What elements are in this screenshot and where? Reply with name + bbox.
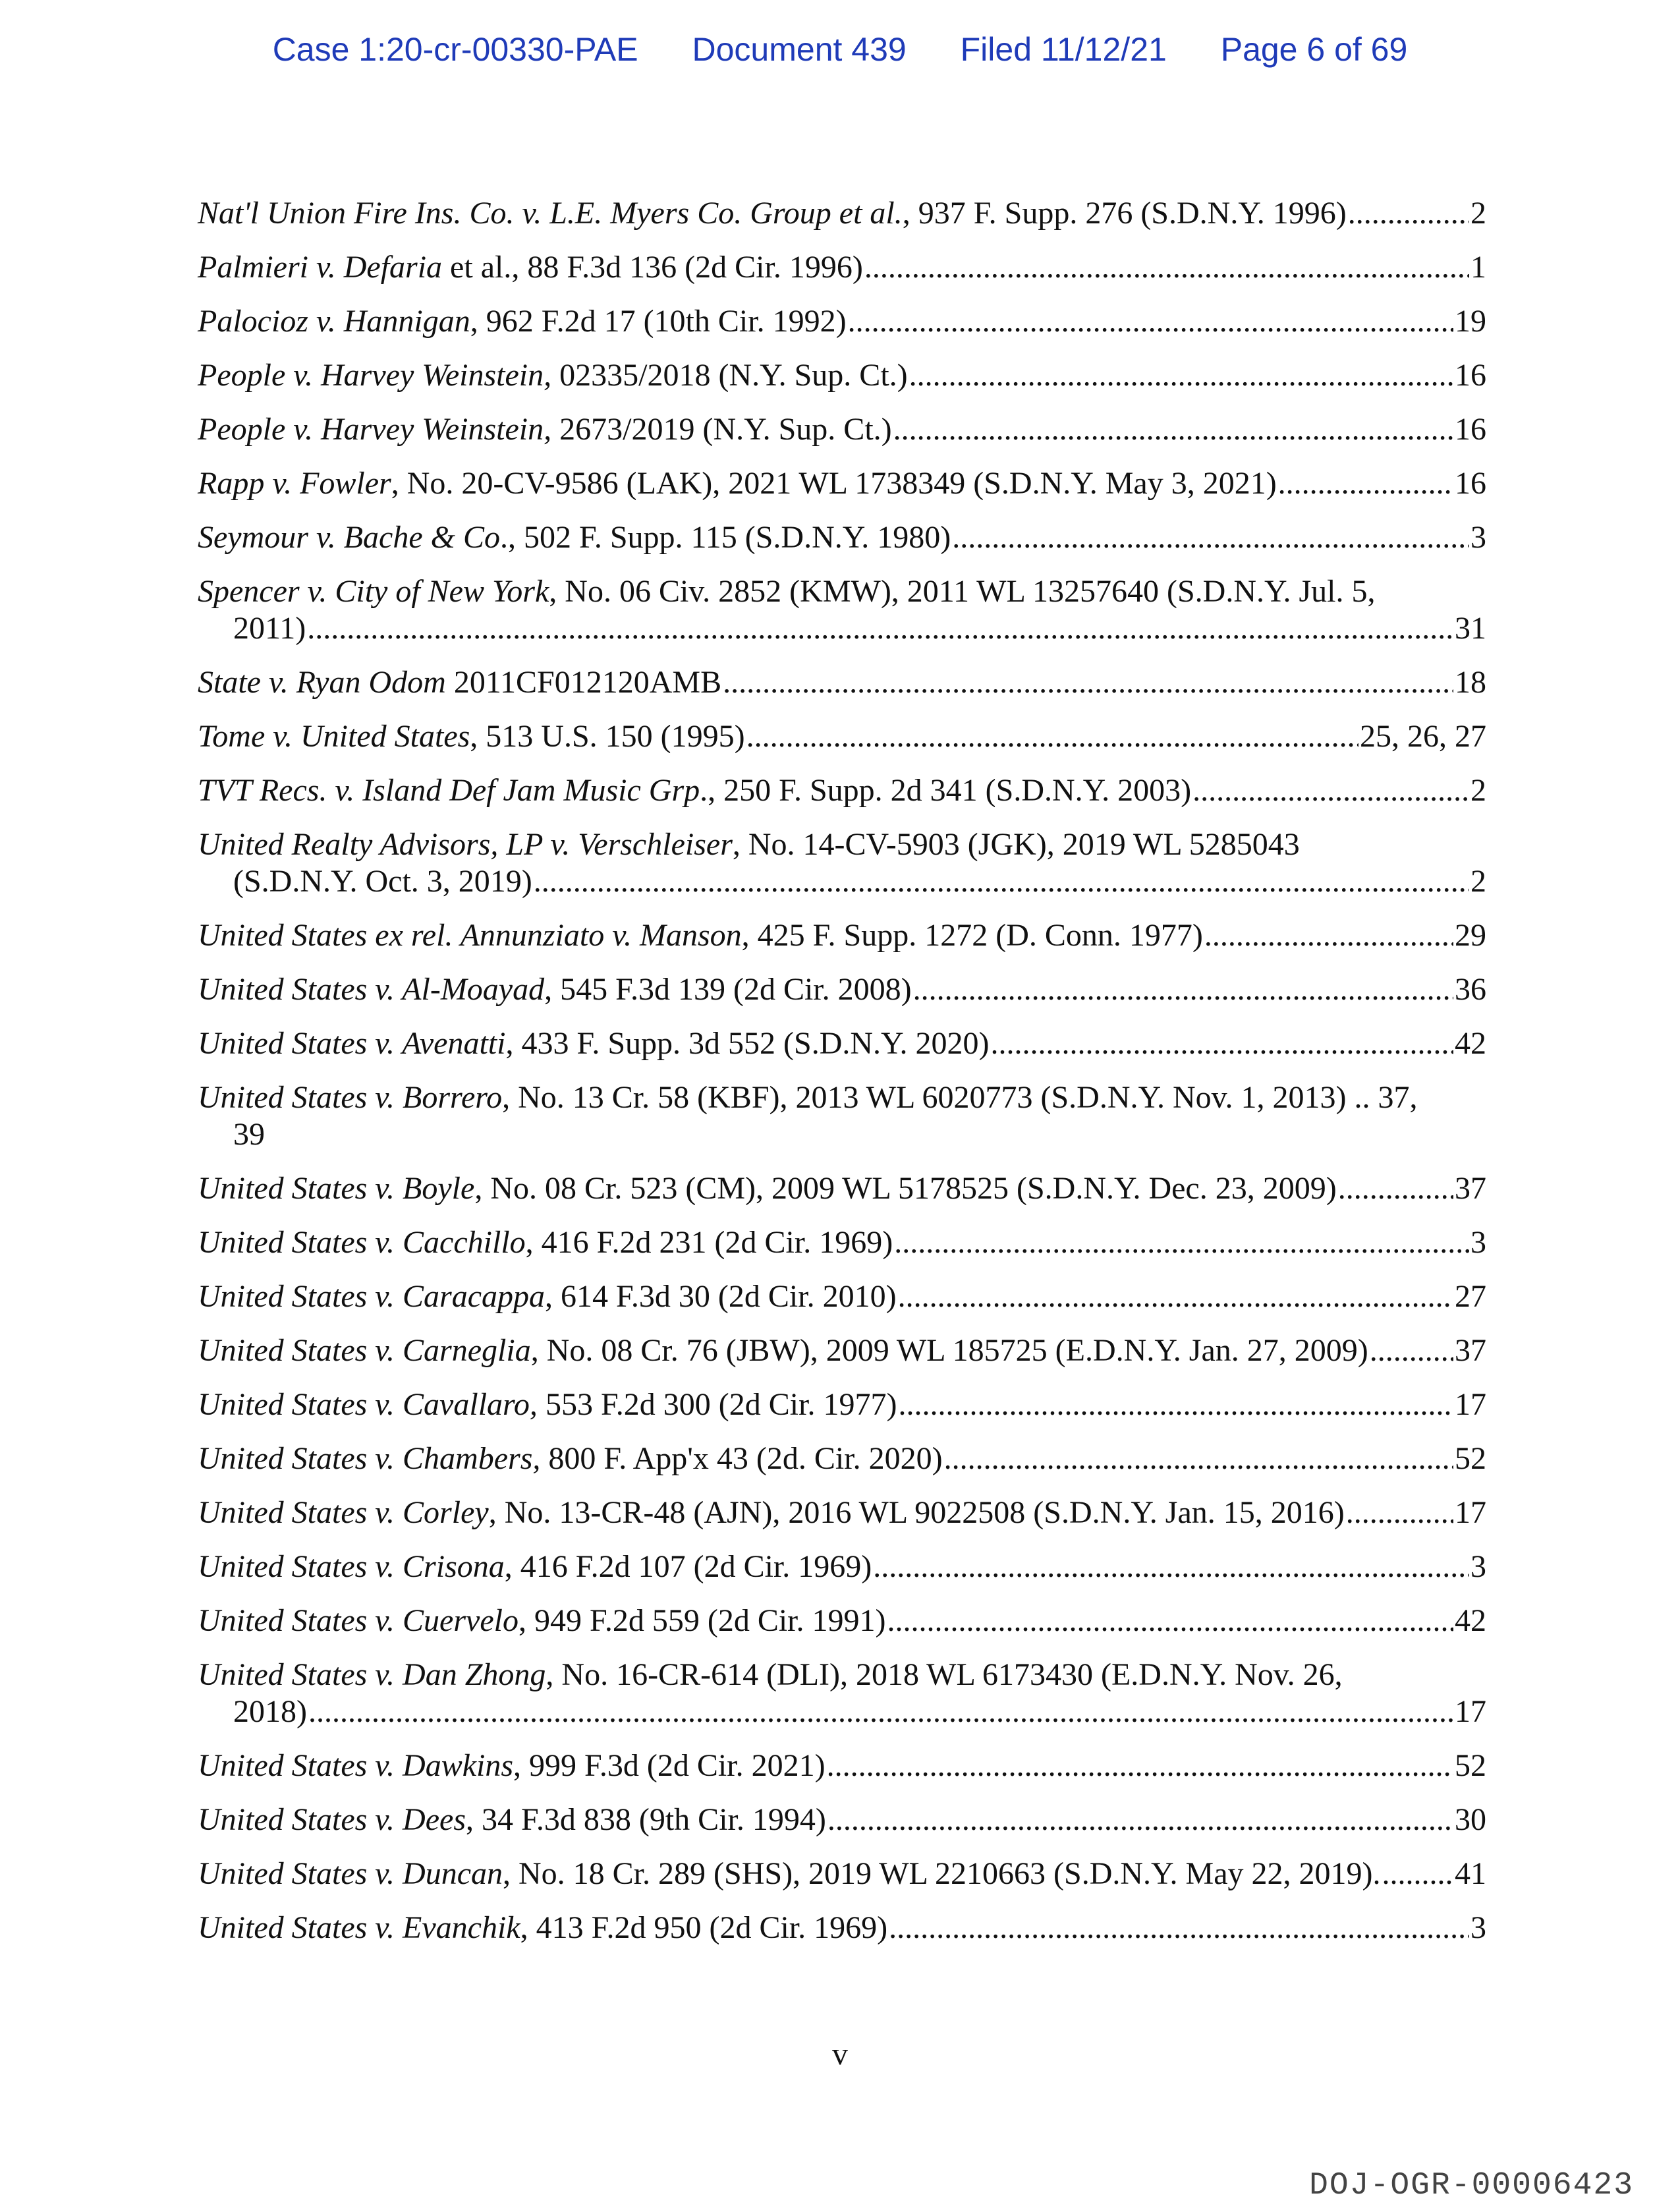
authority-line: [198, 718, 1486, 755]
page-reference: 2: [1470, 864, 1486, 899]
page-reference: 3: [1470, 1549, 1486, 1584]
authority-line: [198, 1079, 1486, 1116]
citation-text: [198, 1801, 826, 1838]
dot-leader: [1346, 1494, 1453, 1531]
citation-details: , 416 F.2d 107 (2d Cir. 1969): [504, 1549, 872, 1584]
case-name: United States v. Dees: [198, 1802, 466, 1837]
authority-line: [198, 1025, 1486, 1062]
dot-leader: [1370, 1332, 1453, 1369]
filed-date: Filed 11/12/21: [960, 31, 1167, 68]
page-reference: 17: [1455, 1495, 1486, 1530]
citation-text: [198, 664, 721, 701]
authority-entry: [198, 1602, 1486, 1639]
page-reference: 2: [1470, 773, 1486, 808]
citation-text: [198, 1440, 943, 1477]
dot-leader: [864, 249, 1469, 286]
citation-text: [198, 1856, 1380, 1892]
authority-line: [198, 1494, 1486, 1531]
citation-details: , No. 14-CV-5903 (JGK), 2019 WL 5285043: [732, 827, 1300, 862]
authority-entry: [198, 1801, 1486, 1838]
page-reference: 31: [1455, 611, 1486, 646]
page-reference: 41: [1455, 1856, 1486, 1891]
citation-text: [198, 826, 1300, 863]
authority-line-continued: [198, 863, 1486, 900]
citation-details: 800 F. App'x 43 (2d. Cir. 2020): [540, 1441, 943, 1476]
table-of-authorities: [198, 195, 1486, 1964]
page-reference: 30: [1455, 1802, 1486, 1837]
citation-text: [198, 519, 951, 556]
authority-line: [198, 1386, 1486, 1423]
case-name: United States v. Cuervelo: [198, 1603, 518, 1638]
authority-line: [198, 519, 1486, 556]
page-reference: 3: [1470, 520, 1486, 555]
page-reference: 52: [1455, 1748, 1486, 1783]
authority-entry: [198, 1657, 1486, 1730]
authority-line-continued: [198, 610, 1486, 647]
authority-entry: [198, 1170, 1486, 1207]
authority-entry: [198, 826, 1486, 900]
dot-leader: [887, 1602, 1454, 1639]
case-name: United States v. Caracappa: [198, 1279, 546, 1314]
citation-text: [198, 1548, 872, 1585]
page-numeral: v: [832, 2037, 848, 2072]
citation-text: [198, 772, 1191, 809]
page-reference: 52: [1455, 1441, 1486, 1476]
authority-line: [198, 1224, 1486, 1261]
case-name: United States v. Dan Zhong: [198, 1657, 546, 1692]
citation-text: [198, 1332, 1368, 1369]
citation-text: [198, 465, 1277, 502]
page-reference: 42: [1455, 1603, 1486, 1638]
citation-details: , 433 F. Supp. 3d 552 (S.D.N.Y. 2020): [505, 1026, 990, 1061]
case-name: United States v. Chambers,: [198, 1441, 541, 1476]
case-name: United States v. Al-Moayad: [198, 972, 545, 1007]
dot-leader: [898, 1278, 1453, 1315]
case-name: People v. Harvey Weinstein,: [198, 412, 552, 447]
citation-text: [198, 1224, 893, 1261]
case-name: United States v. Crisona: [198, 1549, 505, 1584]
citation-details: , 545 F.3d 139 (2d Cir. 2008): [544, 972, 912, 1007]
authority-entry: [198, 1079, 1486, 1153]
citation-details: et al., 88 F.3d 136 (2d Cir. 1996): [442, 250, 863, 285]
citation-details: , No. 06 Civ. 2852 (KMW), 2011 WL 13257640 (S.D.N.Y. Jul. 5,: [549, 574, 1376, 609]
citation-text: [198, 1747, 826, 1784]
authority-entry: [198, 1386, 1486, 1423]
citation-details: ., 502 F. Supp. 115 (S.D.N.Y. 1980): [499, 520, 951, 555]
authority-line: [198, 573, 1486, 610]
authority-line: [198, 917, 1486, 954]
citation-details: , 937 F. Supp. 276 (S.D.N.Y. 1996): [902, 196, 1347, 231]
page-reference: 18: [1455, 665, 1486, 700]
citation-text: [198, 573, 1376, 610]
case-name: United States v. Evanchik: [198, 1910, 520, 1945]
citation-text: [198, 1657, 1343, 1693]
authority-line: [198, 195, 1486, 232]
case-name: United Realty Advisors, LP v. Verschleiser: [198, 827, 733, 862]
case-name: Nat'l Union Fire Ins. Co. v. L.E. Myers Co. Group et al.: [198, 196, 903, 231]
citation-details: 553 F.2d 300 (2d Cir. 1977): [537, 1387, 897, 1422]
page-reference: 16: [1455, 466, 1486, 501]
case-name: State v. Ryan Odom: [198, 665, 446, 700]
authority-entry: [198, 465, 1486, 502]
citation-details: , No. 08 Cr. 523 (CM), 2009 WL 5178525 (S.D.N.Y. Dec. 23, 2009): [474, 1171, 1337, 1206]
citation-continued: 2011): [233, 611, 306, 646]
citation-details: , 413 F.2d 950 (2d Cir. 1969): [520, 1910, 888, 1945]
authority-line: [198, 664, 1486, 701]
case-name: People v. Harvey Weinstein,: [198, 358, 552, 393]
dot-leader: [1338, 1170, 1453, 1207]
authority-line: [198, 826, 1486, 863]
authority-entry: [198, 1910, 1486, 1946]
authority-line-continued: [198, 1116, 1486, 1153]
authority-entry: [198, 1025, 1486, 1062]
case-header: [0, 30, 1680, 69]
citation-text: [198, 303, 847, 340]
authority-entry: [198, 1224, 1486, 1261]
case-name: United States ex rel. Annunziato v. Manson: [198, 918, 742, 953]
dot-leader: [307, 610, 1453, 647]
bates-stamp: DOJ-OGR-00006423: [1309, 2168, 1634, 2203]
dot-leader: [827, 1801, 1453, 1838]
dot-leader: [944, 1440, 1453, 1477]
dot-leader: [913, 971, 1453, 1008]
citation-details: , 962 F.2d 17 (10th Cir. 1992): [470, 304, 847, 339]
citation-details: , 999 F.3d (2d Cir. 2021): [513, 1748, 826, 1783]
citation-details: , 513 U.S. 150 (1995): [470, 719, 745, 754]
dot-leader: [909, 357, 1453, 394]
dot-leader: [952, 519, 1469, 556]
page-reference: 37: [1455, 1333, 1486, 1368]
citation-text: [198, 249, 863, 286]
citation-text: [198, 1079, 1418, 1116]
citation-details: , No. 13 Cr. 58 (KBF), 2013 WL 6020773 (S.D.N.Y. Nov. 1, 2013) .. 37,: [502, 1080, 1418, 1115]
authority-entry: [198, 664, 1486, 701]
citation-details: , No. 18 Cr. 289 (SHS), 2019 WL 2210663 (S.D.N.Y. May 22, 2019).: [503, 1856, 1381, 1891]
authority-entry: [198, 1747, 1486, 1784]
page-reference: 3: [1470, 1910, 1486, 1945]
case-name: United States v. Boyle: [198, 1171, 475, 1206]
citation-text: [198, 411, 892, 448]
citation-details: , 614 F.3d 30 (2d Cir. 2010): [545, 1279, 897, 1314]
citation-details: 02335/2018 (N.Y. Sup. Ct.): [551, 358, 908, 393]
citation-details: , No. 13-CR-48 (AJN), 2016 WL 9022508 (S.D.N.Y. Jan. 15, 2016): [488, 1495, 1345, 1530]
dot-leader: [1278, 465, 1453, 502]
case-name: Spencer v. City of New York: [198, 574, 549, 609]
case-name: United States v. Duncan: [198, 1856, 503, 1891]
authority-line: [198, 1278, 1486, 1315]
citation-details: , 425 F. Supp. 1272 (D. Conn. 1977): [741, 918, 1203, 953]
authority-entry: [198, 1278, 1486, 1315]
page-reference: 19: [1455, 304, 1486, 339]
citation-text: [198, 971, 912, 1008]
citation-details: 2673/2019 (N.Y. Sup. Ct.): [551, 412, 892, 447]
dot-leader: [1192, 772, 1469, 809]
page-reference: 16: [1455, 412, 1486, 447]
authority-line: [198, 1440, 1486, 1477]
citation-text: [198, 195, 1347, 232]
page-reference: 17: [1455, 1387, 1486, 1422]
authority-line: [198, 1170, 1486, 1207]
citation-text: [198, 718, 745, 755]
dot-leader: [889, 1910, 1469, 1946]
authority-line: [198, 303, 1486, 340]
case-name: United States v. Carneglia: [198, 1333, 531, 1368]
dot-leader: [723, 664, 1453, 701]
authority-entry: [198, 195, 1486, 232]
citation-details: , 949 F.2d 559 (2d Cir. 1991): [518, 1603, 886, 1638]
case-name: United States v. Borrero: [198, 1080, 503, 1115]
case-name: United States v. Avenatti: [198, 1026, 506, 1061]
page-reference: 16: [1455, 358, 1486, 393]
authority-entry: [198, 772, 1486, 809]
authority-line: [198, 971, 1486, 1008]
authority-line: [198, 1548, 1486, 1585]
page-reference: 3: [1470, 1225, 1486, 1260]
citation-text: [198, 1494, 1345, 1531]
citation-text: [198, 1602, 886, 1639]
dot-leader: [848, 303, 1453, 340]
authority-entry: [198, 971, 1486, 1008]
citation-details: , 34 F.3d 838 (9th Cir. 1994): [466, 1802, 826, 1837]
dot-leader: [1382, 1856, 1453, 1892]
case-name: Rapp v. Fowler: [198, 466, 391, 501]
dot-leader: [827, 1747, 1453, 1784]
case-name: United States v. Dawkins: [198, 1748, 514, 1783]
authority-line-continued: [198, 1693, 1486, 1730]
citation-details: ., 250 F. Supp. 2d 341 (S.D.N.Y. 2003): [700, 773, 1192, 808]
page-reference: 25, 26, 27: [1360, 719, 1486, 754]
case-number: Case 1:20-cr-00330-PAE: [272, 31, 638, 68]
dot-leader: [894, 1224, 1469, 1261]
citation-continued: 39: [233, 1117, 265, 1152]
citation-continued: 2018): [233, 1694, 307, 1729]
case-name: United States v. Corley: [198, 1495, 489, 1530]
citation-text: [198, 1025, 989, 1062]
case-name: Palmieri v. Defaria: [198, 250, 443, 285]
dot-leader: [898, 1386, 1453, 1423]
dot-leader: [1348, 195, 1469, 232]
authority-entry: [198, 1332, 1486, 1369]
citation-details: , No. 08 Cr. 76 (JBW), 2009 WL 185725 (E.D.N.Y. Jan. 27, 2009): [530, 1333, 1368, 1368]
page-reference: 17: [1455, 1694, 1486, 1729]
dot-leader: [1204, 917, 1453, 954]
authority-line: [198, 411, 1486, 448]
page-reference: 2: [1470, 196, 1486, 231]
citation-text: [198, 1910, 887, 1946]
authority-line: [198, 1801, 1486, 1838]
authority-line: [198, 1747, 1486, 1784]
authority-entry: [198, 1548, 1486, 1585]
authority-line: [198, 1602, 1486, 1639]
dot-leader: [308, 1693, 1453, 1730]
citation-details: , 416 F.2d 231 (2d Cir. 1969): [525, 1225, 893, 1260]
dot-leader: [873, 1548, 1469, 1585]
citation-text: [198, 1170, 1337, 1207]
citation-text: [198, 357, 908, 394]
page-reference: 42: [1455, 1026, 1486, 1061]
citation-continued: (S.D.N.Y. Oct. 3, 2019): [233, 864, 532, 899]
authority-entry: [198, 917, 1486, 954]
authority-entry: [198, 1856, 1486, 1892]
authority-entry: [198, 573, 1486, 647]
authority-line: [198, 357, 1486, 394]
authority-entry: [198, 1494, 1486, 1531]
dot-leader: [746, 718, 1358, 755]
page-reference: 27: [1455, 1279, 1486, 1314]
citation-details: , No. 20-CV-9586 (LAK), 2021 WL 1738349 (S.D.N.Y. May 3, 2021): [391, 466, 1277, 501]
citation-text: [198, 917, 1203, 954]
authority-entry: [198, 303, 1486, 340]
page-reference: 29: [1455, 918, 1486, 953]
citation-details: , No. 16-CR-614 (DLI), 2018 WL 6173430 (E.D.N.Y. Nov. 26,: [546, 1657, 1343, 1692]
case-name: Tome v. United States: [198, 719, 470, 754]
page-reference: 1: [1470, 250, 1486, 285]
case-name: United States v. Cacchillo: [198, 1225, 526, 1260]
page-reference: 37: [1455, 1171, 1486, 1206]
authority-line: [198, 772, 1486, 809]
document-number: Document 439: [692, 31, 907, 68]
citation-text: [198, 1386, 897, 1423]
authority-entry: [198, 411, 1486, 448]
citation-details: 2011CF012120AMB: [445, 665, 722, 700]
authority-line: [198, 465, 1486, 502]
authority-line: [198, 1856, 1486, 1892]
citation-text: [198, 1278, 897, 1315]
case-name: Seymour v. Bache & Co: [198, 520, 500, 555]
authority-entry: [198, 357, 1486, 394]
authority-entry: [198, 249, 1486, 286]
authority-line: [198, 249, 1486, 286]
authority-line: [198, 1910, 1486, 1946]
case-name: United States v. Cavallaro,: [198, 1387, 538, 1422]
page-reference: 36: [1455, 972, 1486, 1007]
case-name: Palocioz v. Hannigan: [198, 304, 470, 339]
authority-line: [198, 1332, 1486, 1369]
dot-leader: [893, 411, 1453, 448]
case-name: TVT Recs. v. Island Def Jam Music Grp: [198, 773, 700, 808]
dot-leader: [990, 1025, 1453, 1062]
authority-entry: [198, 1440, 1486, 1477]
dot-leader: [534, 863, 1469, 900]
authority-entry: [198, 519, 1486, 556]
authority-entry: [198, 718, 1486, 755]
authority-line: [198, 1657, 1486, 1693]
page-of-total: Page 6 of 69: [1220, 31, 1408, 68]
